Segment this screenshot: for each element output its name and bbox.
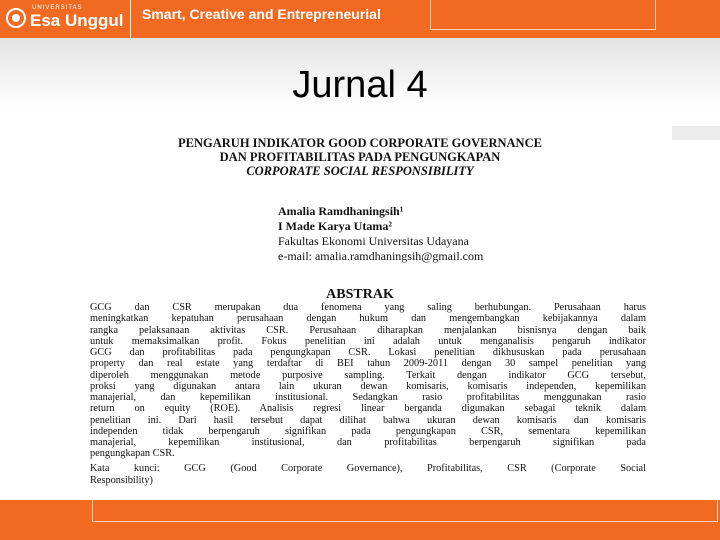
- header-frame: [430, 0, 656, 30]
- abstract-line: pengungkapan CSR.: [90, 448, 175, 460]
- logo-small-text: UNIVERSITAS: [32, 5, 83, 11]
- keywords-line: Responsibility): [90, 474, 153, 486]
- author-2: I Made Karya Utama²: [278, 219, 392, 233]
- abstract-line: meningkatkan kepatuhan perusahaan dengan hukum dan mengembangkan kebijakannya dalam: [90, 313, 646, 325]
- abstract-line: untuk memaksimalkan profit. Fokus penelitian ini adalah untuk menganalisis pengaruh indikator: [90, 335, 646, 347]
- abstract-line: independen tidak berpengaruh signifikan pada pengungkapan CSR, sementara kepemilikan: [90, 425, 646, 437]
- abstract-line: diperoleh menggunakan metode purposive sampling. Terkait dengan indikator GCG tersebut,: [90, 369, 646, 381]
- abstract-line: rangka pelaksanaan aktivitas CSR. Perusahaan diharapkan menjalankan bisnisnya dengan baik: [90, 324, 646, 336]
- affiliation: Fakultas Ekonomi Universitas Udayana: [278, 234, 469, 248]
- paper-title-line3: CORPORATE SOCIAL RESPONSIBILITY: [246, 164, 474, 178]
- journal-scan: [48, 126, 672, 492]
- paper-title-line1: PENGARUH INDIKATOR GOOD CORPORATE GOVERNANCE: [178, 136, 542, 150]
- abstract-line: proksi yang digunakan antara lain ukuran dewan komisaris, komisaris independen, kepemilikan: [90, 380, 646, 392]
- tagline: Smart, Creative and Entrepreneurial: [142, 6, 381, 22]
- logo-name: Esa Unggul: [30, 11, 124, 30]
- abstract-line: manajerial, kepemilikan institusional, dan profitabilitas berpengaruh signifikan pada: [90, 437, 646, 448]
- scan-edge: [665, 126, 720, 140]
- keywords: [90, 463, 646, 486]
- abstract-line: manajerial, dan kepemilikan institusional. Sedangkan rasio profitabilitas menggunakan rasio: [90, 392, 646, 403]
- author-1: Amalia Ramdhaningsih¹: [278, 204, 404, 218]
- abstract-heading: ABSTRAK: [326, 287, 394, 302]
- header-bar: [0, 0, 720, 38]
- footer-frame: [92, 500, 718, 522]
- abstract-line: penelitian ini. Dari hasil tersebut dapat dilihat bahwa ukuran dewan komisaris dan komisaris: [90, 414, 646, 426]
- abstract-line: return on equity (ROE). Analisis regresi linear berganda digunakan sebagai teknik dalam: [90, 403, 646, 415]
- keywords-line: Kata kunci: GCG (Good Corporate Governance), Profitabilitas, CSR (Corporate Social: [90, 463, 646, 474]
- footer-bar: [0, 500, 720, 540]
- abstract-line: GCG dan CSR merupakan dua fenomena yang saling berhubungan. Perusahaan harus: [90, 302, 646, 313]
- paper-title-line2: DAN PROFITABILITAS PADA PENGUNGKAPAN: [219, 150, 501, 164]
- slide-title: Jurnal 4: [292, 64, 428, 106]
- abstract-line: property dan real estate yang terdaftar di BEI tahun 2009-2011 dengan 30 sampel penelitian yang: [90, 358, 646, 370]
- abstract-line: GCG dan profitabilitas pada pengungkapan CSR. Lokasi penelitian dikhususkan pada perusahaan: [90, 347, 646, 358]
- email: e-mail: amalia.ramdhaningsih@gmail.com: [278, 249, 484, 263]
- abstract-body: [90, 302, 646, 460]
- logo-emblem-icon: [6, 8, 26, 28]
- university-logo: [0, 0, 131, 38]
